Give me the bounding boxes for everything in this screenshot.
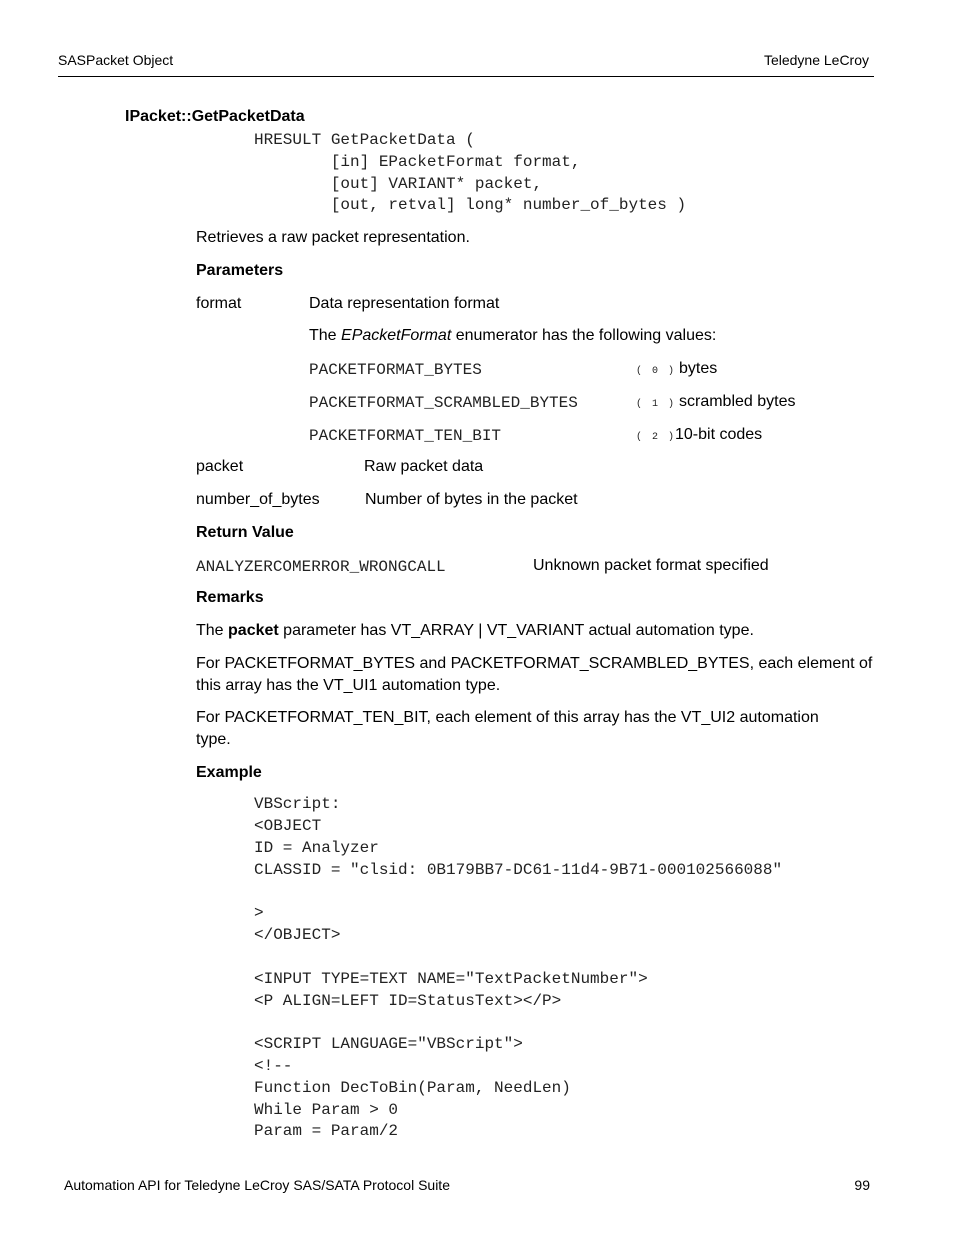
param-packet-desc: Raw packet data — [364, 458, 484, 475]
parameters-heading: Parameters — [196, 262, 284, 279]
example-code-line: VBScript: — [254, 795, 341, 813]
remarks-heading: Remarks — [196, 589, 264, 606]
page-number: 99 — [854, 1177, 870, 1193]
enum-code: ( 1 ) — [636, 399, 677, 410]
description: Retrieves a raw packet representation. — [196, 229, 470, 246]
signature-line: [in] EPacketFormat format, — [254, 153, 581, 171]
enum-const: PACKETFORMAT_BYTES — [309, 361, 482, 379]
remark-1: The packet parameter has VT_ARRAY | VT_VARIANT actual automation type. — [196, 622, 754, 639]
example-heading: Example — [196, 764, 262, 781]
example-code-line: <!-- — [254, 1057, 293, 1075]
param-format-name: format — [196, 295, 242, 312]
example-code-line: <P ALIGN=LEFT ID=StatusText></P> — [254, 992, 562, 1010]
enum-code: ( 2 ) — [636, 432, 677, 443]
param-packet-name: packet — [196, 458, 244, 475]
signature-line: [out] VARIANT* packet, — [254, 175, 543, 193]
example-code-line: </OBJECT> — [254, 926, 341, 944]
footer-left: Automation API for Teledyne LeCroy SAS/SATA Protocol Suite — [64, 1177, 450, 1193]
header-right: Teledyne LeCroy — [763, 52, 869, 68]
param-format-desc: Data representation format — [309, 295, 500, 312]
example-code-line: <INPUT TYPE=TEXT NAME="TextPacketNumber"> — [254, 970, 648, 988]
param-bytes-desc: Number of bytes in the packet — [365, 491, 578, 508]
enum-intro: The EPacketFormat enumerator has the following values: — [309, 327, 717, 344]
method-title: IPacket::GetPacketData — [125, 108, 305, 125]
param-bytes-name: number_of_bytes — [196, 491, 320, 508]
example-code-line: CLASSID = "clsid: 0B179BB7-DC61-11d4-9B71-000102566088" — [254, 861, 783, 879]
header-left: SASPacket Object — [58, 52, 174, 68]
example-code-line: ID = Analyzer — [254, 839, 379, 857]
example-code-line: <SCRIPT LANGUAGE="VBScript"> — [254, 1035, 523, 1053]
remark-3-line: type. — [196, 731, 231, 748]
signature-line: [out, retval] long* number_of_bytes ) — [254, 196, 687, 214]
signature-line: HRESULT GetPacketData ( — [254, 131, 475, 149]
enum-const: PACKETFORMAT_SCRAMBLED_BYTES — [309, 394, 578, 412]
example-code-line: <OBJECT — [254, 817, 322, 835]
return-heading: Return Value — [196, 524, 294, 541]
example-code-line: Param = Param/2 — [254, 1122, 399, 1140]
enum-const: PACKETFORMAT_TEN_BIT — [309, 427, 502, 445]
enum-desc: 10-bit codes — [675, 426, 763, 443]
enum-desc: bytes — [679, 360, 718, 377]
remark-2-line: this array has the VT_UI1 automation type. — [196, 677, 501, 694]
return-desc: Unknown packet format specified — [533, 557, 769, 574]
remark-2-line: For PACKETFORMAT_BYTES and PACKETFORMAT_SCRAMBLED_BYTES, each element of — [196, 655, 873, 672]
example-code-line: > — [254, 904, 264, 922]
enum-code: ( 0 ) — [636, 366, 677, 377]
return-code: ANALYZERCOMERROR_WRONGCALL — [196, 558, 446, 576]
remark-3-line: For PACKETFORMAT_TEN_BIT, each element of this array has the VT_UI2 automation — [196, 709, 819, 726]
example-code-line: Function DecToBin(Param, NeedLen) — [254, 1079, 571, 1097]
example-code-line: While Param > 0 — [254, 1101, 399, 1119]
enum-desc: scrambled bytes — [679, 393, 796, 410]
header-rule — [58, 76, 874, 77]
